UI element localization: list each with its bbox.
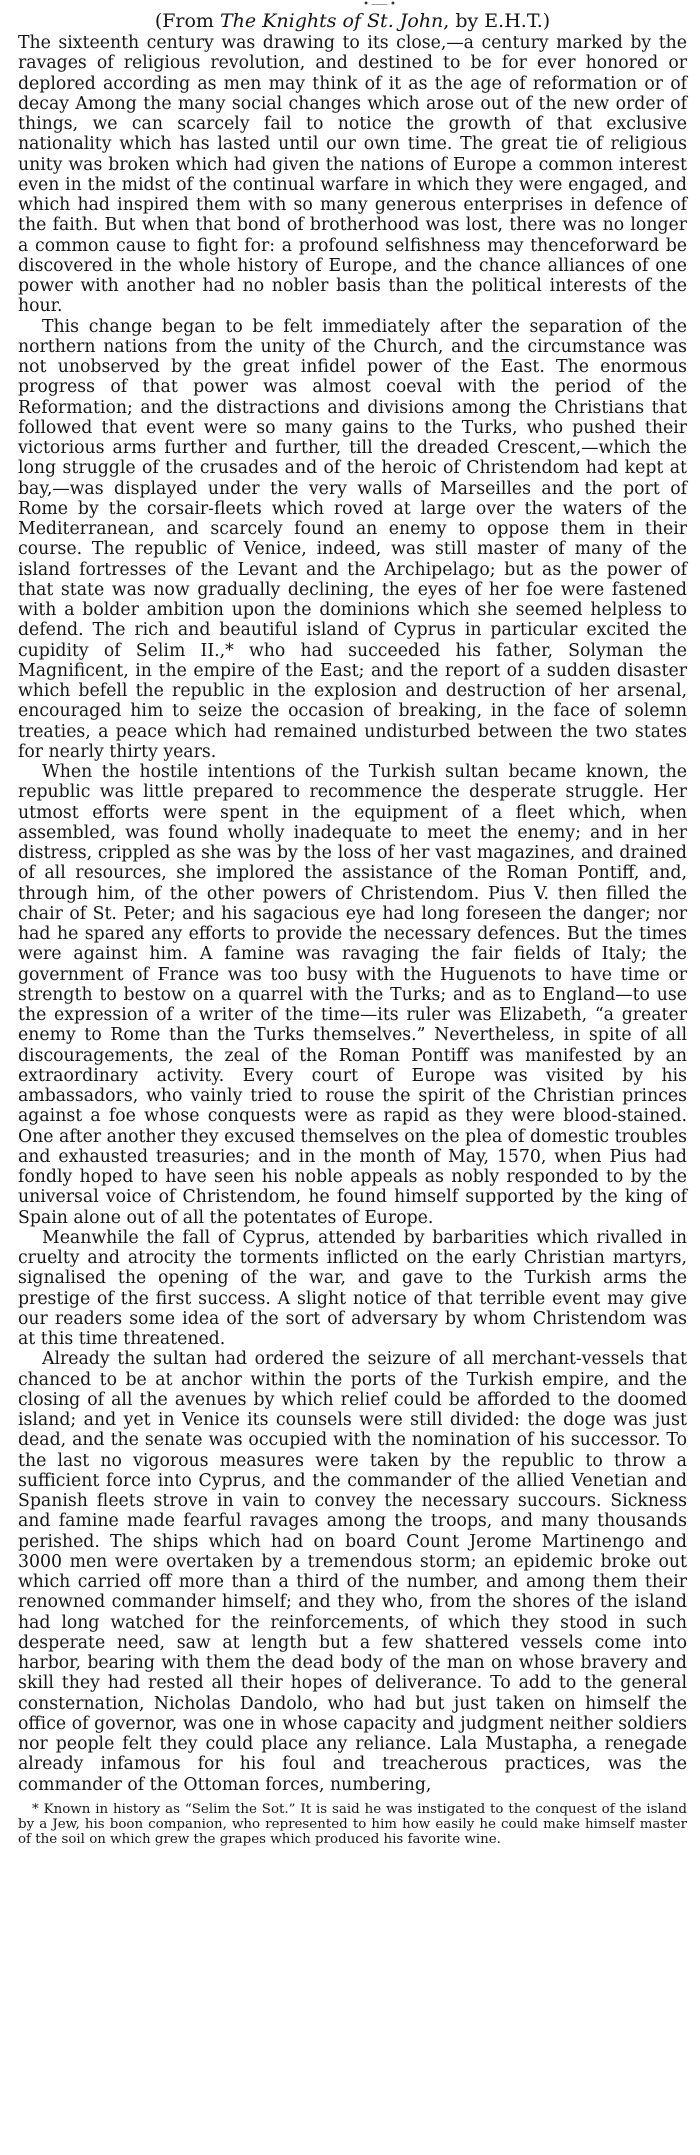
book-title: The Knights of St. John: [220, 10, 444, 32]
article-source-heading: [18, 10, 687, 32]
paragraph-3: When the hostile intentions of the Turkish sultan became known, the republic was little prepared to recommence the desperate struggle. Her utmost efforts were spent in the equipment of a fleet which, when assembled, was found wholly inadequate to meet the enemy; and in her distress, crippled as she was by the loss of her vast magazines, and drained of all resources, she implored the assistance of the Roman Pontiff, and, through him, of the other powers of Christendom. Pius V. then filled the chair of St. Peter; and his sagacious eye had long foreseen the danger; nor had he spared any efforts to provide the necessary defences. But the times were against him. A famine was ravaging the fair fields of Italy; the government of France was too busy with the Huguenots to have time or strength to bestow on a quarrel with the Turks; and as to England—to use the expression of a writer of the time—its ruler was Elizabeth, “a greater enemy to Rome than the Turks themselves.” Nevertheless, in spite of all discouragements, the zeal of the Roman Pontiff was manifested by an extraordinary activity. Every court of Europe was visited by his ambassadors, who vainly tried to rouse the spirit of the Christian princes against a foe whose conquests were as rapid as they were blood-stained. One after another they excused themselves on the plea of domestic troubles and exhausted treasuries; and in the month of May, 1570, when Pius had fondly hoped to have seen his noble appeals as nobly responded to by the universal voice of Christendom, he found himself supported by the king of Spain alone out of all the potentates of Europe.: [18, 762, 687, 1228]
paragraph-5: Already the sultan had ordered the seizure of all merchant-vessels that chanced to be at anchor within the ports of the Turkish empire, and the closing of all the avenues by which relief could be afforded to the doomed island; and yet in Venice its counsels were still divided: the doge was just dead, and the senate was occupied with the nomination of his successor. To the last no vigorous measures were taken by the republic to throw a sufficient force into Cyprus, and the commander of the allied Venetian and Spanish fleets strove in vain to convey the necessary succours. Sickness and famine made fearful ravages among the troops, and many thousands perished. The ships which had on board Count Jerome Martinengo and 3000 men were overtaken by a tremendous storm; an epidemic broke out which carried off more than a third of the number, and among them their renowned commander himself; and they who, from the shores of the island had long watched for the reinforcements, of which they stood in such desperate need, saw at length but a few shattered vessels come into harbor, bearing with them the dead body of the man on whose bravery and skill they had rested all their hopes of deliverance. To add to the general consternation, Nicholas Dandolo, who had but just taken on himself the office of governor, was one in whose capacity and judgment neither soldiers nor people felt they could place any reliance. Lala Mustapha, a renegade already infamous for his foul and treacherous practices, was the commander of the Ottoman forces, numbering,: [18, 1349, 687, 1795]
heading-suffix: , by E.H.T.): [443, 10, 551, 32]
heading-prefix: (From: [154, 10, 220, 32]
paragraph-1: The sixteenth century was drawing to its close,—a century marked by the ravages of religious revolution, and destined to be for ever honored or deplored according as men may think of it as the age of reformation or of decay Among the many social changes which arose out of the new order of things, we can scarcely fail to notice the growth of that exclusive nationality which has lasted until our own time. The great tie of religious unity was broken which had given the nations of Europe a common interest even in the midst of the continual warfare in which they were engaged, and which had inspired them with so many generous enterprises in defence of the faith. But when that bond of brotherhood was lost, there was no longer a common cause to fight for: a profound selfishness may thenceforward be discovered in the whole history of Europe, and the chance alliances of one power with another had no nobler basis than the political interests of the hour.: [18, 33, 687, 317]
paragraph-4: Meanwhile the fall of Cyprus, attended by barbarities which rivalled in cruelty and atrocity the torments inflicted on the early Christian martyrs, signalised the opening of the war, and gave to the Turkish arms the prestige of the first success. A slight notice of that terrible event may give our readers some idea of the sort of adversary by whom Christendom was at this time threatened.: [18, 1227, 687, 1349]
article-body: [18, 33, 687, 1795]
paragraph-2: This change began to be felt immediately after the separation of the northern nations from the unity of the Church, and the circumstance was not unobserved by the great infidel power of the East. The enormous progress of that power was almost coeval with the period of the Reformation; and the distractions and divisions among the Christians that followed that event were so many gains to the Turks, who pushed their victorious arms further and further, till the dreaded Crescent,—which the long struggle of the crusades and of the heroic of Christendom had kept at bay,—was displayed under the very walls of Marseilles and the port of Rome by the corsair-fleets which roved at large over the waters of the Mediterranean, and scarcely found an enemy to oppose them in their course. The republic of Venice, indeed, was still master of many of the island fortresses of the Levant and the Archipelago; but as the power of that state was now gradually declining, the eyes of her foe were fastened with a bolder ambition upon the dominions which she seemed helpless to defend. The rich and beautiful island of Cyprus in particular excited the cupidity of Selim II.,* who had succeeded his father, Solyman the Magnificent, in the empire of the East; and the report of a sudden disaster which befell the republic in the explosion and destruction of her arsenal, encouraged him to seize the occasion of breaking, in the face of solemn treaties, a peace which had remained undisturbed between the two states for nearly thirty years.: [18, 316, 687, 762]
footnote: * Known in history as “Selim the Sot.” It is said he was instigated to the conquest of the island by a Jew, his boon companion, who represented to him how easily he could make himself master of the soil on which grew the grapes which produced his favorite wine.: [18, 1801, 687, 1847]
ornament-divider: •⸺•: [363, 0, 398, 10]
